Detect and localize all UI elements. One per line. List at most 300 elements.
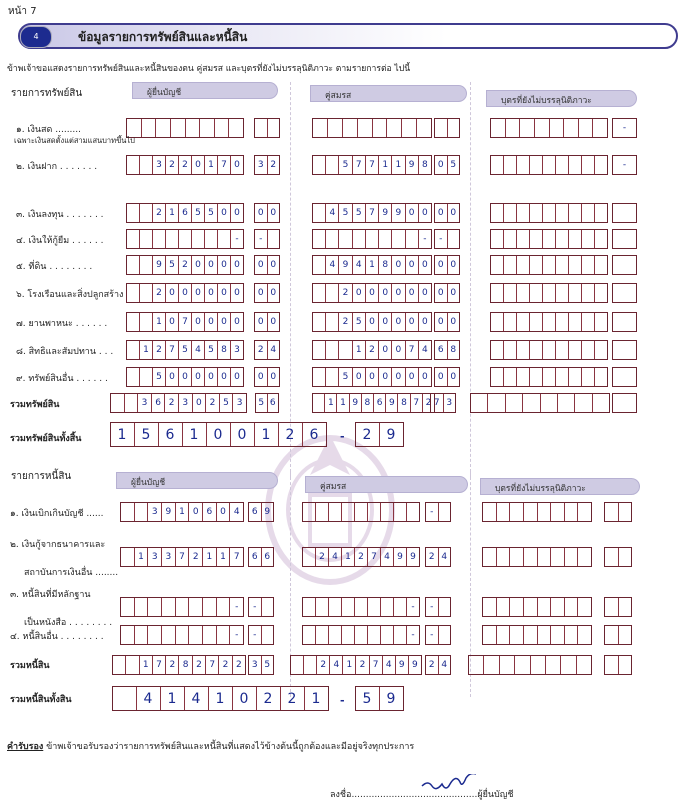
digit-cell: 7: [410, 394, 422, 412]
digit-cell: [325, 230, 338, 248]
digit-cell: [127, 368, 139, 386]
digit-cell: 7: [365, 156, 378, 174]
digit-cell: [127, 230, 139, 248]
digit-cell: 9: [393, 548, 406, 566]
declarant-decimal[interactable]: [254, 367, 280, 387]
digit-cell: 0: [447, 256, 460, 274]
digit-cell: [378, 230, 391, 248]
declarant-amount[interactable]: [120, 502, 244, 522]
spouse-total[interactable]: [290, 655, 422, 675]
children-amount[interactable]: [490, 155, 608, 175]
digit-cell: [542, 341, 555, 359]
intro-text: ข้าพเจ้าขอแสดงรายการทรัพย์สินและหนี้สินของตน คู่สมรส และบุตรที่ยังไม่บรรลุนิติภาวะ ตามรายการต่อ ไปนี้: [7, 64, 411, 74]
digit-cell: 0: [206, 423, 230, 446]
spouse-amount[interactable]: [312, 203, 432, 223]
spouse-amount[interactable]: [302, 502, 420, 522]
liabilities-total-label: รวมหนี้สิน: [10, 661, 50, 671]
digit-cell: [529, 156, 542, 174]
digit-cell: [313, 341, 325, 359]
digit-cell: 3: [251, 660, 258, 670]
digit-cell: 2: [355, 656, 368, 674]
digit-cell: 0: [191, 313, 204, 331]
digit-cell: 0: [217, 284, 230, 302]
digit-cell: [564, 626, 578, 644]
digit-cell: 0: [165, 313, 178, 331]
digit-cell: [563, 119, 578, 137]
digit-cell: 0: [267, 368, 280, 386]
digit-cell: [516, 156, 529, 174]
digit-cell: [199, 119, 214, 137]
digit-cell: 1: [254, 423, 278, 446]
digit-cell: [121, 626, 134, 644]
digit-cell: [393, 503, 406, 521]
children-decimal[interactable]: [612, 312, 637, 332]
digit-cell: 0: [365, 313, 378, 331]
spouse-decimal[interactable]: [434, 255, 460, 275]
digit-cell: 1: [139, 656, 152, 674]
declarant-decimal[interactable]: [254, 255, 280, 275]
spouse-amount[interactable]: [312, 312, 432, 332]
digit-cell: 1: [165, 204, 178, 222]
digit-cell: 7: [178, 313, 191, 331]
declarant-decimal[interactable]: [248, 547, 274, 567]
assets-grand-separator: -: [340, 430, 345, 443]
children-decimal[interactable]: [612, 367, 637, 387]
digit-cell: [175, 598, 189, 616]
declarant-decimal[interactable]: [254, 312, 280, 332]
liab-header-children: บุตรที่ยังไม่บรรลุนิติภาวะ: [480, 478, 640, 495]
digit-cell: [618, 598, 632, 616]
digit-cell: [581, 313, 594, 331]
digit-cell: -: [229, 626, 243, 644]
digit-cell: 3: [161, 548, 175, 566]
digit-cell: 6: [437, 345, 444, 355]
digit-cell: [165, 230, 178, 248]
digit-cell: 7: [152, 656, 165, 674]
digit-cell: 4: [438, 548, 451, 566]
spouse-decimal[interactable]: [434, 283, 460, 303]
digit-cell: [483, 626, 496, 644]
digit-cell: [134, 503, 148, 521]
digit-cell: [618, 503, 632, 521]
declarant-total-decimal[interactable]: [248, 655, 274, 675]
digit-cell: [496, 548, 510, 566]
digit-cell: 4: [352, 256, 365, 274]
declarant-amount[interactable]: [126, 312, 244, 332]
digit-cell: [555, 368, 568, 386]
asset-row-label: ๕. ที่ดิน . . . . . . . .: [16, 262, 93, 272]
spouse-total-decimal[interactable]: [430, 393, 456, 413]
digit-cell: [261, 626, 274, 644]
certification-heading: คำรับรอง: [7, 742, 44, 752]
spouse-decimal[interactable]: [425, 625, 451, 645]
digit-cell: [540, 394, 557, 412]
digit-cell: [354, 626, 367, 644]
digit-cell: [605, 598, 618, 616]
digit-cell: [499, 656, 514, 674]
children-decimal[interactable]: [612, 155, 637, 175]
digit-cell: 8: [447, 341, 460, 359]
digit-cell: [529, 368, 542, 386]
spouse-decimal[interactable]: [425, 597, 451, 617]
digit-cell: [469, 656, 483, 674]
spouse-decimal[interactable]: [434, 118, 460, 138]
children-decimal[interactable]: [612, 283, 637, 303]
digit-cell: 0: [365, 284, 378, 302]
digit-cell: [170, 119, 185, 137]
declarant-decimal[interactable]: [254, 203, 280, 223]
digit-cell: [581, 156, 594, 174]
digit-cell: 0: [437, 317, 444, 327]
digit-cell: [491, 156, 503, 174]
declarant-amount[interactable]: [126, 255, 244, 275]
digit-cell: [191, 230, 204, 248]
spouse-total[interactable]: [312, 393, 435, 413]
children-total[interactable]: [470, 393, 610, 413]
digit-cell: 0: [391, 256, 404, 274]
digit-cell: -: [229, 598, 243, 616]
digit-cell: [568, 368, 581, 386]
digit-cell: [161, 626, 175, 644]
digit-cell: 0: [437, 260, 444, 270]
spouse-amount[interactable]: [312, 155, 432, 175]
digit-cell: 0: [230, 423, 254, 446]
digit-cell: [523, 503, 537, 521]
digit-cell: [134, 598, 148, 616]
digit-cell: [529, 341, 542, 359]
digit-cell: [416, 119, 431, 137]
children-total[interactable]: [468, 655, 592, 675]
assets-grand-total[interactable]: [110, 422, 327, 447]
children-decimal[interactable]: [612, 229, 637, 249]
digit-cell: 2: [165, 656, 178, 674]
spouse-decimal[interactable]: [434, 312, 460, 332]
digit-cell: [341, 598, 354, 616]
declarant-amount[interactable]: [120, 625, 244, 645]
digit-cell: [516, 256, 529, 274]
digit-cell: [505, 119, 520, 137]
digit-cell: [327, 119, 342, 137]
digit-cell: [313, 156, 325, 174]
digit-cell: [516, 284, 529, 302]
digit-cell: -: [406, 626, 419, 644]
children-total-decimal[interactable]: [604, 655, 632, 675]
declarant-decimal[interactable]: [254, 340, 280, 360]
digit-cell: [178, 230, 191, 248]
digit-cell: 3: [147, 503, 161, 521]
digit-cell: [503, 313, 516, 331]
digit-cell: -: [253, 602, 257, 612]
digit-cell: [438, 503, 451, 521]
digit-cell: [509, 626, 523, 644]
digit-cell: [303, 598, 315, 616]
digit-cell: [127, 204, 139, 222]
digit-cell: [338, 341, 351, 359]
digit-cell: [134, 626, 148, 644]
digit-cell: [491, 230, 503, 248]
digit-cell: 8: [178, 656, 191, 674]
children-decimal[interactable]: [604, 625, 632, 645]
digit-cell: 7: [165, 341, 178, 359]
digit-cell: [613, 368, 636, 386]
spouse-amount[interactable]: [302, 547, 420, 567]
digit-cell: [391, 230, 404, 248]
digit-cell: [529, 313, 542, 331]
declarant-amount[interactable]: [126, 155, 244, 175]
digit-cell: 2: [257, 345, 264, 355]
digit-cell: 0: [437, 288, 444, 298]
asset-row-label: ๓. เงินลงทุน . . . . . . .: [16, 210, 104, 220]
digit-cell: [534, 119, 549, 137]
digit-cell: [555, 256, 568, 274]
digit-cell: [161, 598, 175, 616]
declarant-amount[interactable]: [126, 340, 244, 360]
digit-cell: [325, 341, 338, 359]
digit-cell: 0: [230, 284, 243, 302]
digit-cell: 9: [406, 548, 419, 566]
digit-cell: 6: [261, 548, 274, 566]
digit-cell: [125, 656, 138, 674]
spouse-amount[interactable]: [312, 367, 432, 387]
declarant-decimal[interactable]: [254, 155, 280, 175]
digit-cell: 0: [447, 204, 460, 222]
digit-cell: 0: [418, 313, 431, 331]
digit-cell: 2: [338, 313, 351, 331]
children-amount[interactable]: [490, 283, 608, 303]
digit-cell: [204, 230, 217, 248]
spouse-decimal[interactable]: [425, 502, 451, 522]
section-title: ข้อมูลรายการทรัพย์สินและหนี้สิน: [78, 30, 248, 44]
digit-cell: [605, 626, 618, 644]
digit-cell: [406, 503, 419, 521]
spouse-amount[interactable]: [312, 283, 432, 303]
digit-cell: [121, 503, 134, 521]
digit-cell: 7: [365, 204, 378, 222]
digit-cell: [491, 313, 503, 331]
digit-cell: [386, 119, 401, 137]
digit-cell: 7: [217, 156, 230, 174]
digit-cell: 0: [192, 394, 206, 412]
declarant-total-decimal[interactable]: [255, 393, 279, 413]
children-decimal[interactable]: [604, 547, 632, 567]
spouse-total-decimal[interactable]: [425, 655, 451, 675]
spouse-decimal[interactable]: [434, 340, 460, 360]
assets-grand-decimal[interactable]: [355, 422, 404, 447]
digit-cell: 0: [418, 256, 431, 274]
declarant-total[interactable]: [112, 655, 246, 675]
declarant-decimal[interactable]: [254, 283, 280, 303]
digit-cell: [605, 548, 618, 566]
children-amount[interactable]: [490, 118, 608, 138]
declarant-decimal[interactable]: [254, 118, 280, 138]
children-total-decimal[interactable]: [612, 393, 637, 413]
digit-cell: 1: [175, 503, 189, 521]
digit-cell: [537, 626, 551, 644]
children-decimal[interactable]: [612, 118, 637, 138]
digit-cell: 0: [418, 204, 431, 222]
digit-cell: 2: [316, 656, 329, 674]
digit-cell: [568, 341, 581, 359]
digit-cell: [367, 626, 380, 644]
children-amount[interactable]: [482, 625, 592, 645]
children-decimal[interactable]: [604, 502, 632, 522]
digit-cell: [529, 204, 542, 222]
digit-cell: [291, 656, 303, 674]
children-amount[interactable]: [482, 597, 592, 617]
children-amount[interactable]: [490, 255, 608, 275]
liabilities-grand-separator: -: [340, 694, 345, 707]
spouse-decimal[interactable]: [434, 155, 460, 175]
digit-cell: [315, 626, 328, 644]
declarant-amount[interactable]: [126, 203, 244, 223]
page-number: หน้า 7: [8, 6, 37, 17]
digit-cell: 0: [437, 160, 444, 170]
digit-cell: [594, 256, 607, 274]
digit-cell: [613, 284, 636, 302]
digit-cell: 6: [178, 204, 191, 222]
handwritten-signature: [420, 774, 480, 796]
digit-cell: 4: [329, 656, 342, 674]
digit-cell: 0: [267, 313, 280, 331]
children-amount[interactable]: [490, 367, 608, 387]
children-amount[interactable]: [490, 312, 608, 332]
digit-cell: 0: [204, 368, 217, 386]
digit-cell: [577, 626, 591, 644]
spouse-amount[interactable]: [312, 118, 432, 138]
declarant-total[interactable]: [110, 393, 247, 413]
digit-cell: 2: [278, 423, 302, 446]
digit-cell: [217, 230, 230, 248]
digit-cell: 0: [391, 313, 404, 331]
digit-cell: 9: [405, 156, 418, 174]
digit-cell: [313, 313, 325, 331]
children-amount[interactable]: [490, 229, 608, 249]
digit-cell: [618, 656, 632, 674]
digit-cell: [516, 230, 529, 248]
digit-cell: 9: [391, 204, 404, 222]
digit-cell: 2: [267, 156, 280, 174]
children-decimal[interactable]: [612, 255, 637, 275]
digit-cell: 0: [230, 256, 243, 274]
digit-cell: [496, 503, 510, 521]
declarant-amount[interactable]: [120, 547, 244, 567]
digit-cell: [483, 598, 496, 616]
digit-cell: 0: [204, 284, 217, 302]
declarant-amount[interactable]: [126, 367, 244, 387]
digit-cell: [127, 313, 139, 331]
digit-cell: [574, 394, 591, 412]
children-amount[interactable]: [482, 502, 592, 522]
digit-cell: 5: [338, 204, 351, 222]
declarant-amount[interactable]: [126, 229, 244, 249]
digit-cell: 0: [418, 284, 431, 302]
digit-cell: -: [253, 630, 257, 640]
liability-row-label: ๔. หนี้สินอื่น . . . . . . . .: [10, 632, 104, 642]
digit-cell: 0: [352, 284, 365, 302]
spouse-decimal[interactable]: [434, 367, 460, 387]
declarant-decimal[interactable]: [248, 502, 274, 522]
digit-cell: 2: [178, 156, 191, 174]
spouse-amount[interactable]: [312, 255, 432, 275]
spouse-amount[interactable]: [302, 625, 420, 645]
digit-cell: 0: [437, 208, 444, 218]
digit-cell: 4: [380, 548, 393, 566]
signature-prefix: ลงชื่อ: [330, 790, 352, 800]
children-amount[interactable]: [490, 203, 608, 223]
digit-cell: [568, 313, 581, 331]
digit-cell: [341, 503, 354, 521]
children-amount[interactable]: [490, 340, 608, 360]
digit-cell: [341, 626, 354, 644]
digit-cell: [124, 394, 138, 412]
digit-cell: 9: [379, 423, 403, 446]
digit-cell: 8: [397, 394, 409, 412]
digit-cell: 5: [152, 368, 165, 386]
signature-suffix: ผู้ยื่นบัญชี: [477, 790, 514, 800]
signature-dots-left: ............................: [351, 790, 432, 800]
digit-cell: 0: [447, 284, 460, 302]
spouse-decimal[interactable]: [425, 547, 451, 567]
digit-cell: 2: [315, 548, 328, 566]
digit-cell: [542, 284, 555, 302]
digit-cell: 1: [202, 548, 216, 566]
digit-cell: -: [430, 507, 434, 517]
digit-cell: [175, 626, 189, 644]
digit-cell: [581, 368, 594, 386]
digit-cell: [491, 284, 503, 302]
declarant-decimal[interactable]: [254, 229, 280, 249]
digit-cell: 3: [147, 548, 161, 566]
children-amount[interactable]: [482, 547, 592, 567]
declarant-decimal[interactable]: [248, 597, 274, 617]
digit-cell: [503, 341, 516, 359]
digit-cell: 0: [217, 256, 230, 274]
digit-cell: [537, 598, 551, 616]
declarant-amount[interactable]: [126, 283, 244, 303]
children-decimal[interactable]: [612, 340, 637, 360]
spouse-amount[interactable]: [302, 597, 420, 617]
liability-row-label-cont: เป็นหนังสือ . . . . . . . .: [24, 618, 113, 628]
liabilities-grand-decimal[interactable]: [355, 686, 404, 711]
digit-cell: [516, 368, 529, 386]
declarant-decimal[interactable]: [248, 625, 274, 645]
digit-cell: 0: [217, 204, 230, 222]
header-spouse: คู่สมรส: [310, 85, 467, 102]
children-decimal[interactable]: [612, 203, 637, 223]
digit-cell: [557, 394, 574, 412]
spouse-decimal[interactable]: [434, 229, 460, 249]
spouse-amount[interactable]: [312, 229, 432, 249]
digit-cell: [542, 256, 555, 274]
spouse-decimal[interactable]: [434, 203, 460, 223]
spouse-amount[interactable]: [312, 340, 432, 360]
digit-cell: [519, 119, 534, 137]
digit-cell: [354, 503, 367, 521]
digit-cell: [555, 313, 568, 331]
digit-cell: [325, 284, 338, 302]
declarant-amount[interactable]: [120, 597, 244, 617]
digit-cell: [542, 368, 555, 386]
declarant-amount[interactable]: [126, 118, 244, 138]
digit-cell: [471, 394, 487, 412]
digit-cell: [155, 119, 170, 137]
digit-cell: [516, 313, 529, 331]
children-decimal[interactable]: [604, 597, 632, 617]
digit-cell: 2: [338, 284, 351, 302]
liabilities-grand-total[interactable]: [112, 686, 329, 711]
asset-row-label: ๒. เงินฝาก . . . . . . .: [16, 162, 98, 172]
digit-cell: 6: [251, 507, 258, 517]
